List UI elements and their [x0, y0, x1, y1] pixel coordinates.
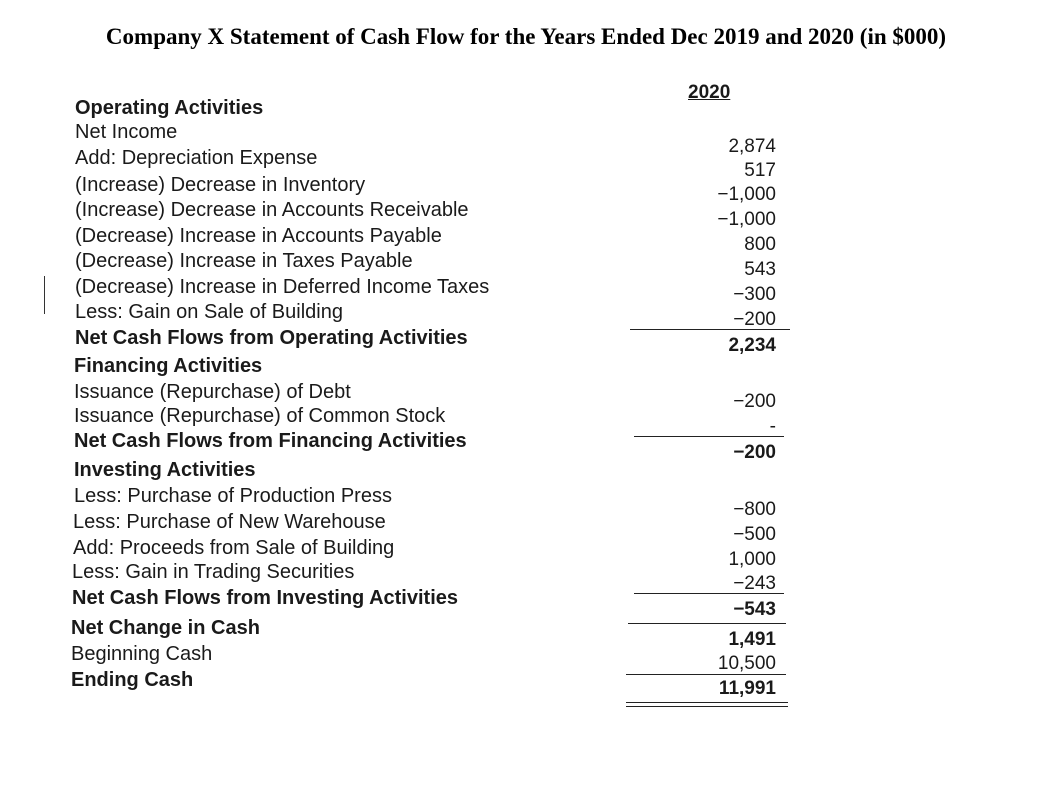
- text-cursor-mark: [44, 276, 45, 314]
- row-label: Net Cash Flows from Operating Activities: [75, 327, 468, 349]
- row-value: 1,491: [728, 629, 776, 650]
- row-label: (Increase) Decrease in Inventory: [75, 174, 366, 196]
- row-label: Issuance (Repurchase) of Debt: [74, 381, 351, 403]
- row-label: Net Income: [75, 121, 178, 143]
- row-label: Add: Proceeds from Sale of Building: [73, 537, 395, 559]
- row-value: 1,000: [728, 549, 776, 570]
- subtotal-rule: [630, 329, 790, 330]
- row-label: Less: Purchase of Production Press: [74, 485, 392, 507]
- row-label: (Decrease) Increase in Deferred Income Taxes: [75, 276, 490, 298]
- row-value: 2,234: [728, 335, 776, 356]
- row-label: Add: Depreciation Expense: [75, 147, 318, 169]
- row-value: −1,000: [717, 209, 776, 230]
- row-value: 800: [744, 234, 776, 255]
- row-label: Less: Gain on Sale of Building: [75, 301, 343, 323]
- row-label: Ending Cash: [71, 669, 194, 691]
- row-value: −200: [733, 391, 776, 412]
- row-label: Operating Activities: [75, 97, 264, 119]
- row-value: −200: [733, 442, 776, 463]
- row-value: 2,874: [728, 136, 776, 157]
- document-title: Company X Statement of Cash Flow for the Years Ended Dec 2019 and 2020 (in $000): [105, 24, 947, 49]
- subtotal-rule: [626, 706, 788, 707]
- row-value: 517: [744, 160, 776, 181]
- row-value: 11,991: [718, 678, 776, 699]
- row-label: Investing Activities: [74, 459, 256, 481]
- row-value: 10,500: [717, 653, 776, 674]
- row-value: 543: [744, 259, 776, 280]
- row-value: -: [769, 416, 776, 437]
- subtotal-rule: [634, 436, 784, 437]
- row-label: Net Change in Cash: [71, 617, 260, 639]
- row-label: Issuance (Repurchase) of Common Stock: [74, 405, 446, 427]
- row-label: (Increase) Decrease in Accounts Receivable: [75, 199, 469, 221]
- row-value: −200: [733, 309, 776, 330]
- row-label: Less: Purchase of New Warehouse: [73, 511, 386, 533]
- row-label: Net Cash Flows from Financing Activities: [74, 430, 467, 452]
- row-label: (Decrease) Increase in Accounts Payable: [75, 225, 442, 247]
- row-label: Less: Gain in Trading Securities: [72, 561, 355, 583]
- subtotal-rule: [628, 623, 786, 624]
- row-value: −243: [733, 573, 776, 594]
- row-value: −500: [733, 524, 776, 545]
- row-value: −1,000: [717, 184, 776, 205]
- row-label: Net Cash Flows from Investing Activities: [72, 587, 459, 609]
- subtotal-rule: [626, 674, 786, 675]
- subtotal-rule: [634, 593, 784, 594]
- row-label: Financing Activities: [74, 355, 263, 377]
- row-value: −300: [733, 284, 776, 305]
- row-label: Beginning Cash: [71, 643, 213, 665]
- row-value: −543: [733, 599, 776, 620]
- row-label: (Decrease) Increase in Taxes Payable: [75, 250, 413, 272]
- row-value: −800: [733, 499, 776, 520]
- subtotal-rule: [626, 702, 788, 703]
- column-header-2020: 2020: [688, 82, 731, 103]
